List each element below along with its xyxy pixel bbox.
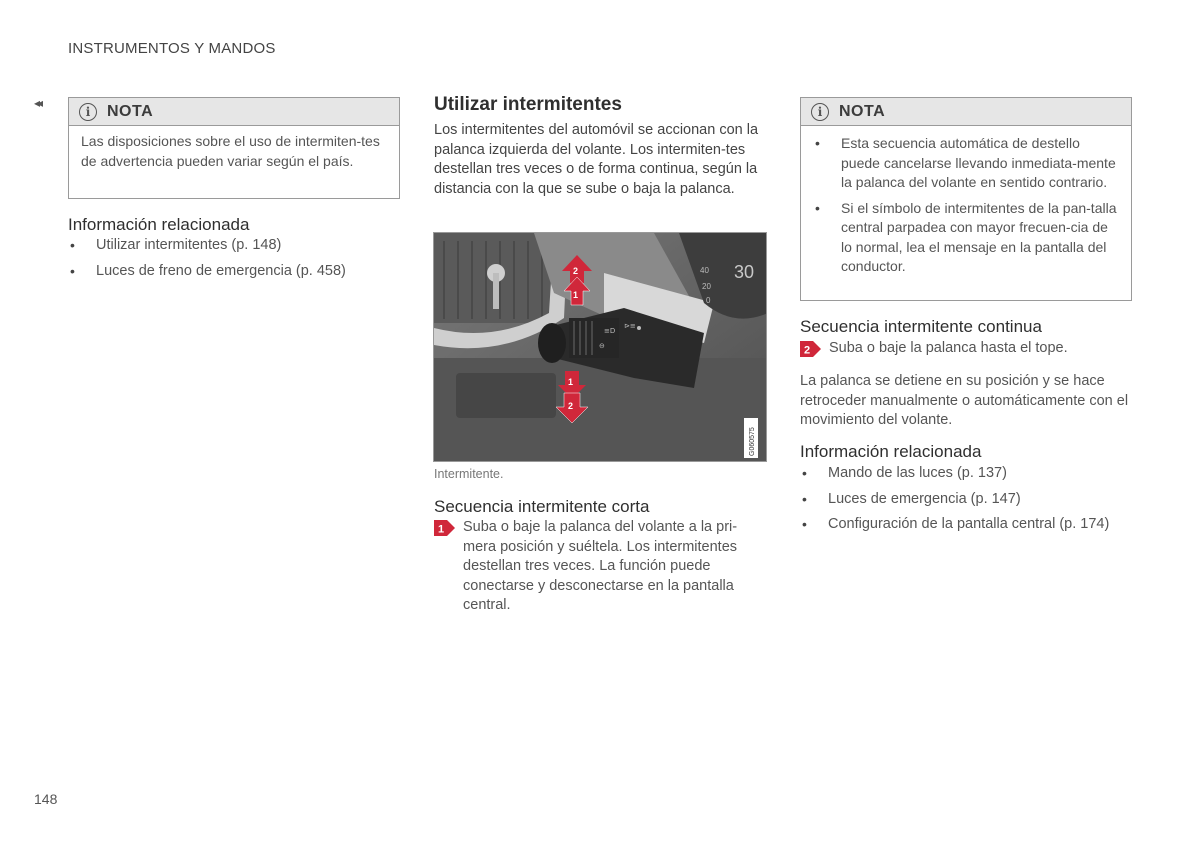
gauge-mark: 20 [702, 282, 711, 291]
short-sequence-step [434, 518, 754, 616]
section-title: Utilizar intermitentes [434, 94, 622, 115]
image-code: G060575 [749, 427, 756, 456]
arrow-label: 1 [573, 290, 579, 300]
gauge-mark: 0 [706, 296, 711, 305]
intro-paragraph: Los intermitentes del automóvil se accionan con la palanca izquierda del volante. Los intermiten-tes destellan tres veces o de forma continua, según la distancia con la que se sube o baja la palanca. [434, 122, 759, 197]
related-info-list-right [800, 464, 1140, 535]
arrow-label: 2 [568, 401, 574, 411]
note-list [801, 126, 1131, 277]
section-header: INSTRUMENTOS Y MANDOS [68, 40, 276, 57]
svg-text:1: 1 [438, 523, 445, 536]
arrow-label: 1 [568, 377, 574, 387]
related-info-title-left: Información relacionada [68, 215, 250, 234]
short-sequence-title: Secuencia intermitente corta [434, 497, 650, 516]
note-text: Las disposiciones sobre el uso de intermiten-tes de advertencia pueden variar según el país. [81, 133, 380, 169]
note-box-left [68, 97, 400, 199]
speed-readout: 30 [734, 262, 755, 282]
note-title: NOTA [839, 102, 886, 120]
note-header [69, 98, 399, 126]
related-info-list-left [68, 236, 400, 281]
related-link[interactable]: • Luces de emergencia (p. 147) [800, 490, 1140, 510]
lever-illustration [434, 233, 767, 462]
page-number: 148 [34, 791, 58, 807]
svg-text:⊳≡: ⊳≡ [624, 322, 636, 330]
related-link[interactable]: • Luces de freno de emergencia (p. 458) [68, 262, 400, 282]
related-link[interactable]: • Mando de las luces (p. 137) [800, 464, 1140, 484]
step-1-text: Suba o baje la palanca del volante a la pri-mera posición y suéltela. Los intermitentes destellan tres veces. La función puede conectarse y desconectarse en la pantalla central. [463, 519, 738, 614]
info-icon: i [811, 103, 829, 121]
related-link[interactable]: • Configuración de la pantalla central (p. 174) [800, 515, 1140, 535]
note-box-right [800, 97, 1132, 301]
arrow-label: 2 [573, 266, 579, 276]
note-item: • Si el símbolo de intermitentes de la pan-talla central parpadea con mayor frecuen-cia de lo normal, lea el mensaje en la pantalla del conductor. [813, 199, 1119, 277]
note-item: • Esta secuencia automática de destello puede cancelarse llevando inmediata-mente la palanca del volante en sentido contrario. [813, 134, 1119, 193]
note-title: NOTA [107, 102, 154, 120]
info-icon: i [79, 103, 97, 121]
step-1-icon [434, 519, 456, 537]
note-header [801, 98, 1131, 126]
step-2-icon [800, 340, 822, 358]
svg-text:2: 2 [804, 344, 811, 357]
gauge-mark: 40 [700, 266, 709, 275]
continuous-sequence-paragraph: La palanca se detiene en su posición y se hace retroceder manualmente o automáticamente con el movimiento del volante. [800, 373, 1129, 429]
related-info-title-right: Información relacionada [800, 442, 982, 461]
figure-caption: Intermitente. [434, 467, 504, 481]
svg-text:≡D: ≡D [604, 327, 616, 335]
svg-text:⊖: ⊖ [599, 342, 605, 350]
continuous-sequence-step [800, 339, 1132, 359]
related-link[interactable]: • Utilizar intermitentes (p. 148) [68, 236, 400, 256]
step-2-text: Suba o baje la palanca hasta el tope. [829, 340, 1068, 356]
turn-signal-lever-figure [433, 232, 767, 462]
continuous-sequence-title: Secuencia intermitente continua [800, 317, 1042, 336]
back-icon[interactable]: ◂◂ [34, 96, 41, 110]
